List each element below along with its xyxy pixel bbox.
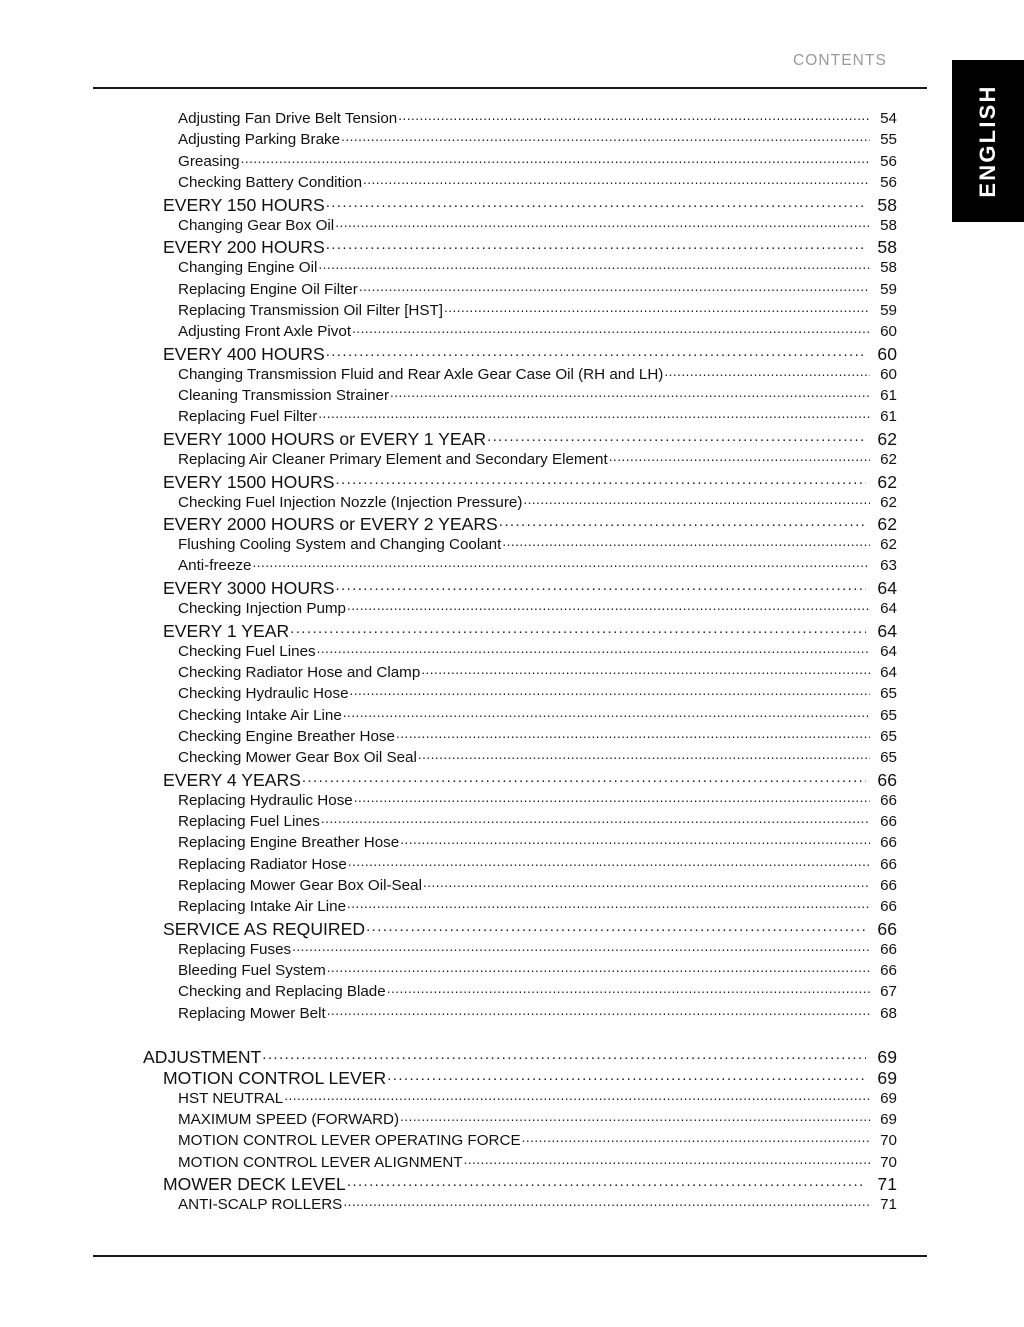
- toc-dot-leader: [502, 534, 870, 549]
- toc-dot-leader: [387, 1066, 866, 1084]
- toc-entry[interactable]: [0, 747, 1024, 768]
- language-tab-label: ENGLISH: [975, 84, 1000, 198]
- toc-entry-title: SERVICE AS REQUIRED: [163, 918, 366, 939]
- toc-entry-title: EVERY 4 YEARS: [163, 769, 301, 790]
- toc-dot-leader: [343, 1194, 870, 1209]
- toc-entry-page-number: 64: [877, 578, 897, 599]
- toc-entry-page-number: 66: [877, 918, 897, 939]
- toc-entry[interactable]: [0, 875, 1024, 896]
- toc-entry-page-number: 66: [880, 940, 897, 958]
- toc-entry-title: EVERY 200 HOURS: [163, 237, 325, 258]
- toc-dot-leader: [343, 704, 870, 719]
- toc-entry-page-number: 58: [877, 237, 897, 258]
- toc-entry[interactable]: [0, 385, 1024, 406]
- toc-dot-leader: [464, 1152, 870, 1167]
- toc-entry-page-number: 70: [880, 1153, 897, 1171]
- toc-entry[interactable]: [0, 555, 1024, 576]
- toc-dot-leader: [354, 790, 870, 805]
- toc-entry-title: Replacing Radiator Hose: [178, 855, 347, 873]
- toc-entry-page-number: 68: [880, 1004, 897, 1022]
- toc-dot-leader: [387, 981, 870, 996]
- toc-entry[interactable]: [0, 917, 1024, 938]
- toc-entry[interactable]: [0, 704, 1024, 725]
- table-of-contents: [0, 108, 1024, 1215]
- toc-entry-title: Replacing Fuel Lines: [178, 812, 320, 830]
- toc-entry[interactable]: [0, 470, 1024, 491]
- toc-entry-title: Changing Transmission Fluid and Rear Axle Gear Case Oil (RH and LH): [178, 365, 664, 383]
- toc-dot-leader: [499, 513, 866, 531]
- toc-entry-page-number: 62: [880, 450, 897, 468]
- toc-entry-page-number: 54: [880, 110, 897, 128]
- toc-dot-leader: [363, 172, 870, 187]
- toc-dot-leader: [341, 129, 870, 144]
- toc-entry-page-number: 56: [880, 174, 897, 192]
- toc-dot-leader: [252, 555, 870, 570]
- toc-entry[interactable]: [0, 406, 1024, 427]
- toc-entry[interactable]: [0, 129, 1024, 150]
- toc-entry-title: Checking Injection Pump: [178, 600, 346, 618]
- toc-entry-page-number: 65: [880, 749, 897, 767]
- toc-entry[interactable]: [0, 257, 1024, 278]
- toc-entry-title: EVERY 150 HOURS: [163, 194, 325, 215]
- toc-dot-leader: [284, 1088, 870, 1103]
- toc-entry-page-number: 66: [880, 962, 897, 980]
- toc-dot-leader: [398, 108, 870, 123]
- toc-entry-page-number: 70: [880, 1132, 897, 1150]
- toc-entry[interactable]: [0, 491, 1024, 512]
- toc-entry-title: Bleeding Fuel System: [178, 962, 326, 980]
- toc-entry-title: Checking Mower Gear Box Oil Seal: [178, 749, 417, 767]
- toc-dot-leader: [609, 449, 870, 464]
- toc-entry[interactable]: [0, 1088, 1024, 1109]
- toc-entry-title: Replacing Mower Gear Box Oil-Seal: [178, 876, 422, 894]
- toc-entry-title: Replacing Mower Belt: [178, 1004, 326, 1022]
- toc-entry-page-number: 58: [880, 259, 897, 277]
- toc-entry[interactable]: [0, 1066, 1024, 1087]
- toc-entry-page-number: 66: [880, 876, 897, 894]
- toc-entry-title: EVERY 3000 HOURS: [163, 578, 335, 599]
- toc-entry-page-number: 64: [880, 600, 897, 618]
- page-header-contents: CONTENTS: [792, 52, 887, 69]
- toc-entry-title: Greasing: [178, 152, 240, 170]
- toc-entry-page-number: 71: [880, 1196, 897, 1214]
- toc-entry[interactable]: [0, 172, 1024, 193]
- toc-entry-title: Replacing Air Cleaner Primary Element and Secondary Element: [178, 450, 608, 468]
- toc-entry-page-number: 56: [880, 152, 897, 170]
- toc-entry[interactable]: [0, 1045, 1024, 1066]
- toc-entry[interactable]: [0, 1194, 1024, 1215]
- toc-entry[interactable]: [0, 960, 1024, 981]
- toc-entry[interactable]: [0, 683, 1024, 704]
- toc-entry[interactable]: [0, 364, 1024, 385]
- toc-entry-page-number: 61: [880, 408, 897, 426]
- toc-entry-title: EVERY 1500 HOURS: [163, 471, 335, 492]
- toc-entry[interactable]: [0, 1173, 1024, 1194]
- toc-entry-title: Checking Fuel Lines: [178, 642, 316, 660]
- toc-entry-page-number: 65: [880, 706, 897, 724]
- toc-dot-leader: [523, 491, 870, 506]
- toc-entry-page-number: 55: [880, 131, 897, 149]
- toc-dot-leader: [359, 278, 870, 293]
- toc-entry-page-number: 66: [877, 769, 897, 790]
- toc-dot-leader: [347, 1173, 866, 1191]
- toc-entry-title: Replacing Intake Air Line: [178, 898, 347, 916]
- toc-entry-title: MOTION CONTROL LEVER ALIGNMENT: [178, 1153, 463, 1171]
- toc-dot-leader: [400, 1109, 870, 1124]
- toc-entry-title: HST NEUTRAL: [178, 1089, 284, 1107]
- toc-entry-page-number: 66: [880, 855, 897, 873]
- toc-entry-page-number: 58: [880, 216, 897, 234]
- toc-spacer: [0, 1024, 1024, 1045]
- toc-dot-leader: [327, 960, 870, 975]
- toc-entry[interactable]: [0, 598, 1024, 619]
- toc-entry[interactable]: [0, 832, 1024, 853]
- toc-entry[interactable]: [0, 534, 1024, 555]
- toc-entry[interactable]: [0, 1002, 1024, 1023]
- toc-entry-title: EVERY 2000 HOURS or EVERY 2 YEARS: [163, 514, 498, 535]
- toc-dot-leader: [335, 214, 870, 229]
- toc-entry-title: Replacing Engine Breather Hose: [178, 834, 400, 852]
- toc-entry[interactable]: [0, 790, 1024, 811]
- toc-dot-leader: [241, 151, 870, 166]
- toc-entry[interactable]: [0, 1152, 1024, 1173]
- toc-entry-title: Replacing Transmission Oil Filter [HST]: [178, 301, 444, 319]
- toc-entry[interactable]: [0, 619, 1024, 640]
- toc-entry-title: Changing Gear Box Oil: [178, 216, 335, 234]
- toc-entry[interactable]: [0, 726, 1024, 747]
- toc-entry-title: Replacing Engine Oil Filter: [178, 280, 358, 298]
- toc-entry-page-number: 65: [880, 727, 897, 745]
- toc-dot-leader: [326, 193, 866, 211]
- toc-entry[interactable]: [0, 662, 1024, 683]
- toc-entry[interactable]: [0, 1109, 1024, 1130]
- toc-dot-leader: [327, 1002, 870, 1017]
- toc-entry-page-number: 69: [880, 1111, 897, 1129]
- toc-dot-leader: [321, 811, 870, 826]
- toc-entry-title: Changing Engine Oil: [178, 259, 318, 277]
- toc-entry-page-number: 69: [877, 1046, 897, 1067]
- toc-entry-page-number: 60: [877, 343, 897, 364]
- toc-entry-title: Adjusting Front Axle Pivot: [178, 323, 352, 341]
- toc-dot-leader: [326, 342, 866, 360]
- toc-entry[interactable]: [0, 513, 1024, 534]
- toc-entry-title: ANTI-SCALP ROLLERS: [178, 1196, 343, 1214]
- toc-entry-page-number: 71: [877, 1174, 897, 1195]
- toc-entry-page-number: 58: [877, 194, 897, 215]
- toc-dot-leader: [302, 768, 866, 786]
- toc-entry-page-number: 62: [880, 536, 897, 554]
- toc-entry-page-number: 63: [880, 557, 897, 575]
- toc-dot-leader: [347, 896, 870, 911]
- toc-entry[interactable]: [0, 981, 1024, 1002]
- toc-entry-title: Adjusting Parking Brake: [178, 131, 341, 149]
- toc-dot-leader: [487, 427, 866, 445]
- toc-entry-title: Checking and Replacing Blade: [178, 983, 386, 1001]
- toc-entry[interactable]: [0, 193, 1024, 214]
- toc-entry-title: Checking Engine Breather Hose: [178, 727, 395, 745]
- toc-dot-leader: [335, 577, 866, 595]
- toc-dot-leader: [326, 236, 866, 254]
- toc-dot-leader: [292, 939, 870, 954]
- footer-divider: [93, 1255, 927, 1257]
- toc-dot-leader: [262, 1045, 866, 1063]
- toc-entry[interactable]: [0, 853, 1024, 874]
- toc-entry-page-number: 60: [880, 365, 897, 383]
- toc-entry[interactable]: [0, 321, 1024, 342]
- toc-dot-leader: [423, 875, 870, 890]
- toc-entry[interactable]: [0, 300, 1024, 321]
- toc-entry-page-number: 62: [877, 429, 897, 450]
- toc-entry[interactable]: [0, 768, 1024, 789]
- toc-entry-page-number: 59: [880, 280, 897, 298]
- toc-entry-title: Replacing Fuel Filter: [178, 408, 318, 426]
- toc-entry-title: MOTION CONTROL LEVER OPERATING FORCE: [178, 1132, 521, 1150]
- toc-entry-page-number: 62: [877, 471, 897, 492]
- toc-entry-page-number: 67: [880, 983, 897, 1001]
- toc-entry[interactable]: [0, 640, 1024, 661]
- toc-entry[interactable]: [0, 427, 1024, 448]
- toc-dot-leader: [396, 726, 870, 741]
- toc-dot-leader: [318, 257, 870, 272]
- toc-entry-page-number: 64: [880, 663, 897, 681]
- toc-entry-title: Replacing Fuses: [178, 940, 292, 958]
- toc-entry-page-number: 65: [880, 685, 897, 703]
- toc-dot-leader: [290, 619, 866, 637]
- toc-dot-leader: [390, 385, 870, 400]
- toc-entry-page-number: 64: [880, 642, 897, 660]
- toc-entry-title: Flushing Cooling System and Changing Coolant: [178, 536, 502, 554]
- toc-entry-title: Checking Radiator Hose and Clamp: [178, 663, 421, 681]
- toc-dot-leader: [418, 747, 870, 762]
- toc-entry-title: EVERY 1 YEAR: [163, 620, 290, 641]
- toc-entry-page-number: 60: [880, 323, 897, 341]
- toc-entry-title: MOWER DECK LEVEL: [163, 1174, 346, 1195]
- toc-entry[interactable]: [0, 236, 1024, 257]
- toc-dot-leader: [664, 364, 870, 379]
- toc-entry-page-number: 61: [880, 387, 897, 405]
- toc-entry[interactable]: [0, 342, 1024, 363]
- toc-dot-leader: [318, 406, 870, 421]
- toc-entry[interactable]: [0, 151, 1024, 172]
- toc-dot-leader: [348, 853, 870, 868]
- toc-dot-leader: [347, 598, 870, 613]
- toc-entry-page-number: 66: [880, 834, 897, 852]
- toc-dot-leader: [317, 640, 870, 655]
- toc-entry-page-number: 62: [877, 514, 897, 535]
- toc-entry-page-number: 69: [877, 1067, 897, 1088]
- toc-dot-leader: [335, 470, 866, 488]
- toc-entry-page-number: 66: [880, 812, 897, 830]
- toc-dot-leader: [522, 1130, 870, 1145]
- toc-entry-title: MOTION CONTROL LEVER: [163, 1067, 387, 1088]
- toc-entry-page-number: 66: [880, 898, 897, 916]
- toc-dot-leader: [400, 832, 870, 847]
- toc-entry-page-number: 62: [880, 493, 897, 511]
- header-divider: [93, 87, 927, 89]
- toc-dot-leader: [421, 662, 870, 677]
- toc-entry-title: Replacing Hydraulic Hose: [178, 791, 353, 809]
- toc-entry-title: EVERY 1000 HOURS or EVERY 1 YEAR: [163, 429, 487, 450]
- toc-entry[interactable]: [0, 939, 1024, 960]
- toc-entry[interactable]: [0, 449, 1024, 470]
- toc-dot-leader: [350, 683, 870, 698]
- toc-entry-title: Checking Fuel Injection Nozzle (Injection Pressure): [178, 493, 523, 511]
- toc-entry-title: Checking Battery Condition: [178, 174, 363, 192]
- toc-entry-title: EVERY 400 HOURS: [163, 343, 325, 364]
- toc-entry-page-number: 59: [880, 301, 897, 319]
- toc-dot-leader: [352, 321, 870, 336]
- toc-entry-page-number: 69: [880, 1089, 897, 1107]
- toc-entry[interactable]: [0, 278, 1024, 299]
- toc-entry-title: Anti-freeze: [178, 557, 252, 575]
- toc-entry[interactable]: [0, 108, 1024, 129]
- toc-entry[interactable]: [0, 811, 1024, 832]
- toc-entry[interactable]: [0, 896, 1024, 917]
- toc-entry-title: Checking Intake Air Line: [178, 706, 342, 724]
- toc-entry[interactable]: [0, 577, 1024, 598]
- toc-entry[interactable]: [0, 1130, 1024, 1151]
- toc-entry-title: Adjusting Fan Drive Belt Tension: [178, 110, 398, 128]
- toc-entry-title: ADJUSTMENT: [143, 1046, 262, 1067]
- toc-dot-leader: [444, 300, 870, 315]
- toc-dot-leader: [366, 917, 866, 935]
- toc-entry-page-number: 66: [880, 791, 897, 809]
- toc-entry-title: MAXIMUM SPEED (FORWARD): [178, 1111, 400, 1129]
- toc-entry-title: Checking Hydraulic Hose: [178, 685, 349, 703]
- toc-entry[interactable]: [0, 214, 1024, 235]
- toc-entry-page-number: 64: [877, 620, 897, 641]
- toc-entry-title: Cleaning Transmission Strainer: [178, 387, 390, 405]
